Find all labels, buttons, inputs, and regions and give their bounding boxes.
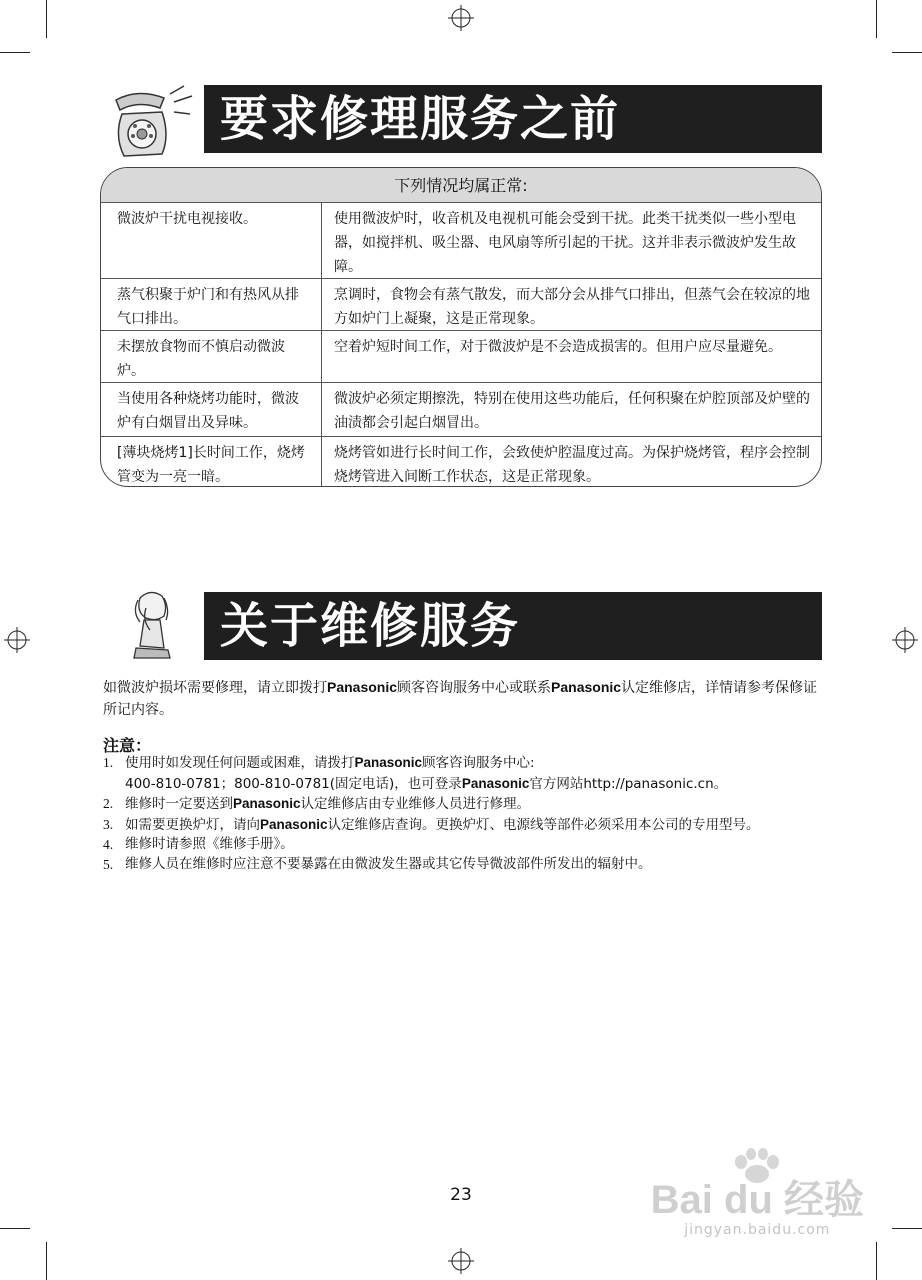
notes-list <box>103 753 823 874</box>
crop-mark <box>892 52 922 53</box>
registration-mark-icon <box>4 627 30 653</box>
brand-name: Panasonic <box>233 796 301 811</box>
crop-mark <box>876 1242 877 1280</box>
table-row <box>101 279 821 331</box>
list-item: 3. 如需要更换炉灯，请向Panasonic认定维修店查询。更换炉灯、电源线等部件必须采用本公司的专用型号。 <box>103 816 760 833</box>
explanation-cell: 空着炉短时间工作，对于微波炉是不会造成损害的。但用户应尽量避免。 <box>334 339 782 355</box>
situation-cell: 微波炉干扰电视接收。 <box>117 211 257 227</box>
brand-name: Panasonic <box>354 755 423 770</box>
page-number: 23 <box>450 1185 472 1205</box>
note-title: 注意： <box>103 736 152 755</box>
table-row <box>101 437 821 487</box>
registration-mark-icon <box>448 1248 474 1274</box>
brand-name: Panasonic <box>461 775 530 791</box>
table-row <box>101 331 821 383</box>
explanation-cell: 使用微波炉时，收音机及电视机可能会受到干扰。此类干扰类似一些小型电器，如搅拌机、吸尘器、电风扇等所引起的干扰。这并非表示微波炉发生故障。 <box>334 211 796 275</box>
normal-situations-table <box>100 167 822 487</box>
service-intro: 如微波炉损坏需要修理，请立即拨打Panasonic顾客咨询服务中心或联系Panasonic认定维修店，详情请参考保修证所记内容。 <box>103 679 818 718</box>
watermark-logo: Bai du 经验 <box>650 1178 864 1222</box>
registration-mark-icon <box>448 5 474 31</box>
list-item: 2. 维修时一定要送到Panasonic认定维修店由专业维修人员进行修理。 <box>103 796 531 812</box>
brand-name: Panasonic <box>551 679 622 695</box>
table-row <box>101 203 821 279</box>
list-item: 5. 维修人员在维修时应注意不要暴露在由微波发生器或其它传导微波部件所发出的辐射中。 <box>103 855 652 872</box>
watermark <box>651 1148 864 1238</box>
brand-name: Panasonic <box>260 816 328 832</box>
brand-name: Panasonic <box>327 679 398 695</box>
list-item: 4. 维修时请参照《维修手册》。 <box>103 836 294 852</box>
table-row <box>101 383 821 437</box>
crop-mark <box>46 0 47 38</box>
section-header <box>204 85 822 153</box>
explanation-cell: 烹调时，食物会有蒸气散发，而大部分会从排气口排出，但蒸气会在较凉的地方如炉门上凝聚，这是正常现象。 <box>334 287 810 327</box>
woman-on-phone-icon <box>126 590 178 662</box>
list-item: 1. 使用时如发现任何问题或困难，请拨打Panasonic顾客咨询服务中心: 400-810-0781；800-810-0781(固定电话)，也可登录Panasonic官方网站http://panasonic.cn。 <box>103 755 728 792</box>
situation-cell: [薄块烧烤1]长时间工作，烧烤管变为一亮一暗。 <box>117 445 305 485</box>
situation-cell: 未摆放食物而不慎启动微波炉。 <box>117 339 285 379</box>
crop-mark <box>0 1228 30 1229</box>
situation-cell: 蒸气积聚于炉门和有热风从排气口排出。 <box>117 287 299 327</box>
table-header: 下列情况均属正常: <box>101 168 821 203</box>
explanation-cell: 微波炉必须定期擦洗，特别在使用这些功能后，任何积聚在炉腔顶部及炉壁的油渍都会引起白烟冒出。 <box>334 391 810 431</box>
situation-cell: 当使用各种烧烤功能时，微波炉有白烟冒出及异味。 <box>117 391 299 431</box>
crop-mark <box>0 52 30 53</box>
section-header <box>204 592 822 660</box>
crop-mark <box>876 0 877 38</box>
watermark-url: jingyan.baidu.com <box>684 1222 831 1238</box>
section-title: 要求修理服务之前 <box>220 91 621 147</box>
telephone-icon <box>108 84 198 160</box>
section-title: 关于维修服务 <box>220 598 521 654</box>
explanation-cell: 烧烤管如进行长时间工作，会致使炉腔温度过高。为保护烧烤管，程序会控制烧烤管进入间断工作状态，这是正常现象。 <box>334 445 810 485</box>
registration-mark-icon <box>892 627 918 653</box>
crop-mark <box>46 1242 47 1280</box>
crop-mark <box>892 1228 922 1229</box>
